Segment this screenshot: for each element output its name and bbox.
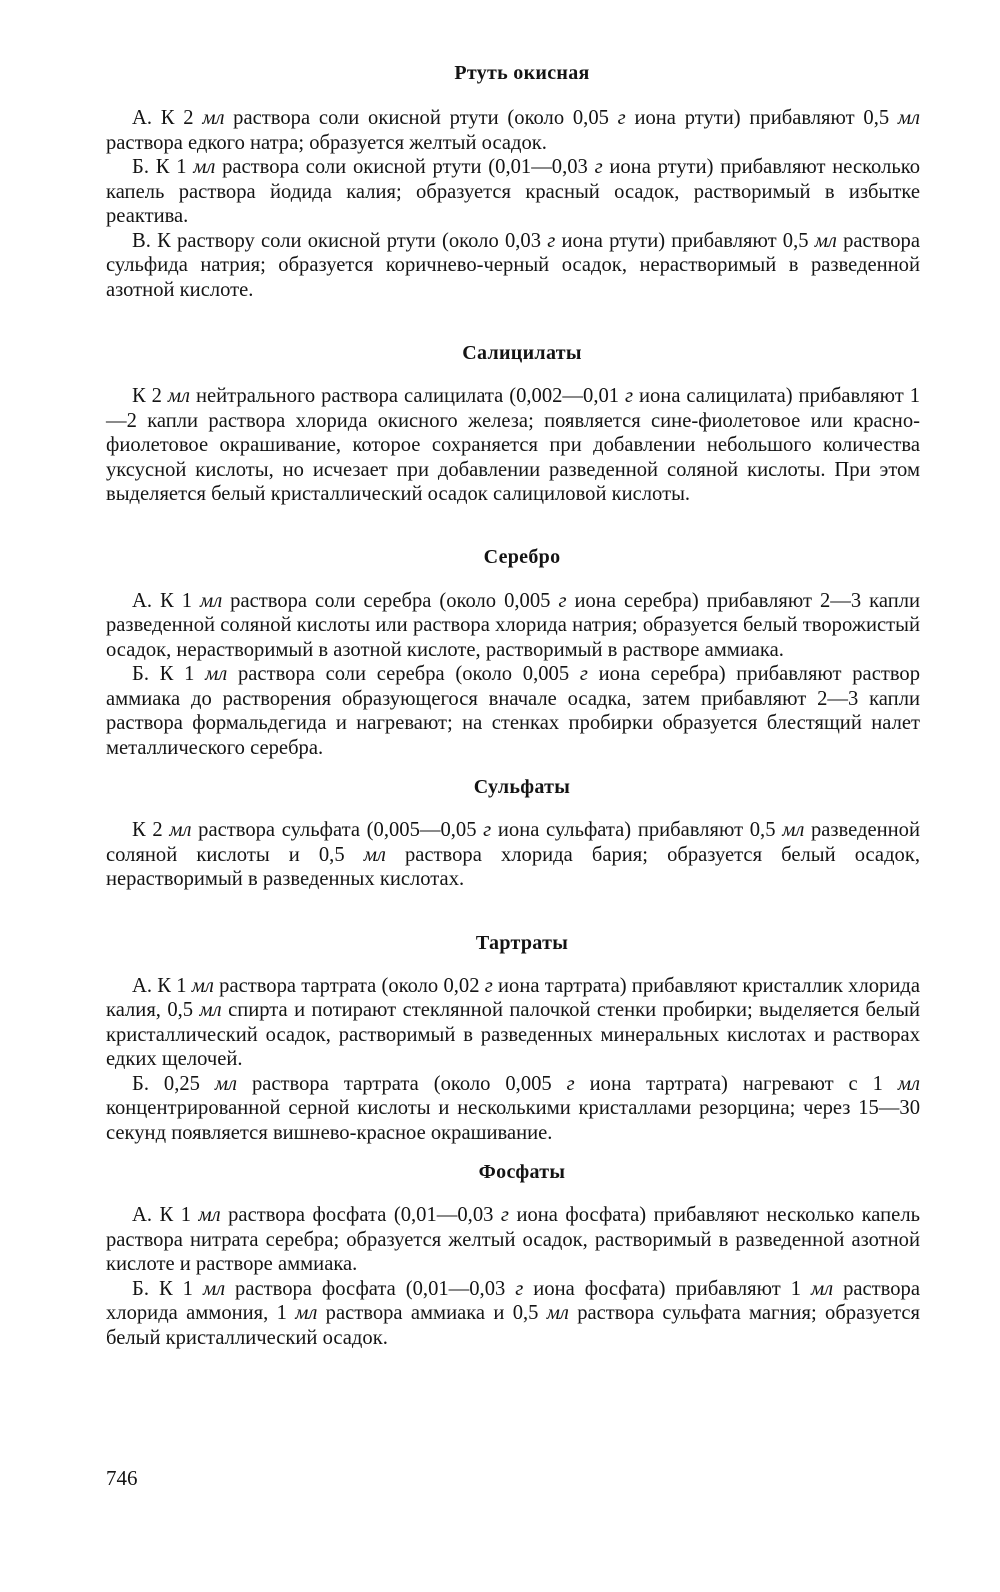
section-title: Фосфаты — [478, 1161, 566, 1183]
unit-abbrev: г — [483, 819, 492, 841]
section-mercury-oxide — [106, 62, 920, 302]
unit-abbrev: г — [594, 156, 603, 178]
unit-abbrev: мл — [191, 974, 214, 997]
unit-abbrev: мл — [167, 385, 191, 407]
unit-abbrev: мл — [897, 1072, 920, 1095]
section-title: Ртуть окисная — [454, 62, 590, 84]
section-title: Сульфаты — [473, 776, 571, 798]
section-phosphates — [106, 1161, 920, 1350]
unit-abbrev: мл — [169, 819, 192, 841]
paragraph-a: А. К 1 мл раствора тартрата (около 0,02 г иона тартрата) прибавляют кристаллик хлорида калия, 0,5 мл спирта и потирают стеклянной палочкой стенки пробирки; выделяется белый кристаллический осадок, растворимый в разведенных минеральных кислотах и растворах едких щелочей. — [106, 974, 920, 1070]
unit-abbrev: мл — [782, 819, 805, 841]
section-title: Салицилаты — [462, 342, 582, 364]
unit-abbrev: г — [558, 589, 567, 612]
paragraph-b: Б. 0,25 мл раствора тартрата (около 0,005 г иона тартрата) нагревают с 1 мл концентрированной серной кислоты и несколькими кристаллами резорцина; через 15—30 секунд появляется вишнево-красное окрашивание. — [106, 1072, 920, 1144]
unit-abbrev: г — [566, 1072, 575, 1095]
paragraph-c: В. К раствору соли окисной ртути (около 0,03 г иона ртути) прибавляют 0,5 мл раствора сульфида натрия; образуется коричнево-черный осадок, нерастворимый в разведенной азотной кислоте. — [106, 229, 920, 301]
section-title: Тартраты — [475, 931, 569, 954]
unit-abbrev: г — [617, 107, 626, 129]
section-salicylates — [106, 342, 920, 507]
unit-abbrev: мл — [199, 999, 222, 1021]
unit-abbrev: мл — [205, 663, 228, 685]
section-sulfates — [106, 776, 920, 892]
unit-abbrev: мл — [363, 843, 386, 866]
paragraph: К 2 мл раствора сульфата (0,005—0,05 г иона сульфата) прибавляют 0,5 мл разведенной соляной кислоты и 0,5 мл раствора хлорида бария; образуется белый осадок, нерастворимый в разведенных кислотах. — [106, 819, 921, 890]
section-title: Серебро — [483, 545, 561, 568]
unit-abbrev: мл — [811, 1277, 834, 1300]
paragraph-b: Б. К 1 мл раствора соли окисной ртути (0,01—0,03 г иона ртути) прибавляют несколько капель раствора йодида калия; образуется красный осадок, растворимый в избытке реактива. — [106, 156, 920, 227]
unit-abbrev: г — [625, 385, 634, 407]
paragraph-a: А. К 1 мл раствора соли серебра (около 0,005 г иона серебра) прибавляют 2—3 капли разведенной соляной кислоты или раствора хлорида натрия; образуется белый творожистый осадок, нерастворимый в азотной кислоте, растворимый в растворе аммиака. — [106, 589, 921, 661]
paragraph-a: А. К 1 мл раствора фосфата (0,01—0,03 г иона фосфата) прибавляют несколько капель раствора нитрата серебра; образуется желтый осадок, растворимый в разведенной азотной кислоте и растворе аммиака. — [106, 1204, 920, 1275]
unit-abbrev: мл — [193, 156, 216, 178]
page-number: 746 — [106, 1466, 138, 1490]
unit-abbrev: мл — [295, 1302, 318, 1324]
unit-abbrev: г — [515, 1277, 524, 1300]
paragraph-b: Б. К 1 мл раствора фосфата (0,01—0,03 г иона фосфата) прибавляют 1 мл раствора хлорида аммония, 1 мл раствора аммиака и 0,5 мл раствора сульфата магния; образуется белый кристаллический осадок. — [106, 1277, 920, 1349]
unit-abbrev: мл — [814, 229, 837, 252]
section-tartrates — [106, 932, 920, 1146]
unit-abbrev: мл — [897, 107, 921, 129]
unit-abbrev: мл — [200, 589, 223, 612]
unit-abbrev: г — [547, 229, 556, 252]
unit-abbrev: мл — [546, 1302, 569, 1324]
unit-abbrev: г — [484, 974, 493, 997]
unit-abbrev: г — [500, 1204, 509, 1226]
unit-abbrev: мл — [214, 1072, 238, 1095]
unit-abbrev: мл — [202, 1277, 226, 1300]
paragraph: К 2 мл нейтрального раствора салицилата (0,002—0,01 г иона салицилата) прибавляют 1—2 капли раствора хлорида окисного железа; появляется сине-фиолетовое или красно-фиолетовое окрашивание, которое сохраняется при добавлении небольшого количества уксусной кислоты, но исчезает при добавлении разведенной соляной кислоты. При этом выделяется белый кристаллический осадок салициловой кислоты. — [106, 385, 920, 505]
section-silver — [106, 546, 920, 761]
unit-abbrev: г — [579, 663, 588, 685]
unit-abbrev: мл — [202, 107, 225, 129]
paragraph-b: Б. К 1 мл раствора соли серебра (около 0,005 г иона серебра) прибавляют раствор аммиака до растворения образующегося вначале осадка, затем прибавляют 2—3 капли раствора формальдегида и нагревают; на стенках пробирки образуется блестящий налет металлического серебра. — [106, 663, 921, 759]
paragraph-a: А. К 2 мл раствора соли окисной ртути (около 0,05 г иона ртути) прибавляют 0,5 мл раствора едкого натра; образуется желтый осадок. — [106, 107, 921, 154]
unit-abbrev: мл — [198, 1204, 221, 1226]
page-body — [106, 52, 920, 1350]
